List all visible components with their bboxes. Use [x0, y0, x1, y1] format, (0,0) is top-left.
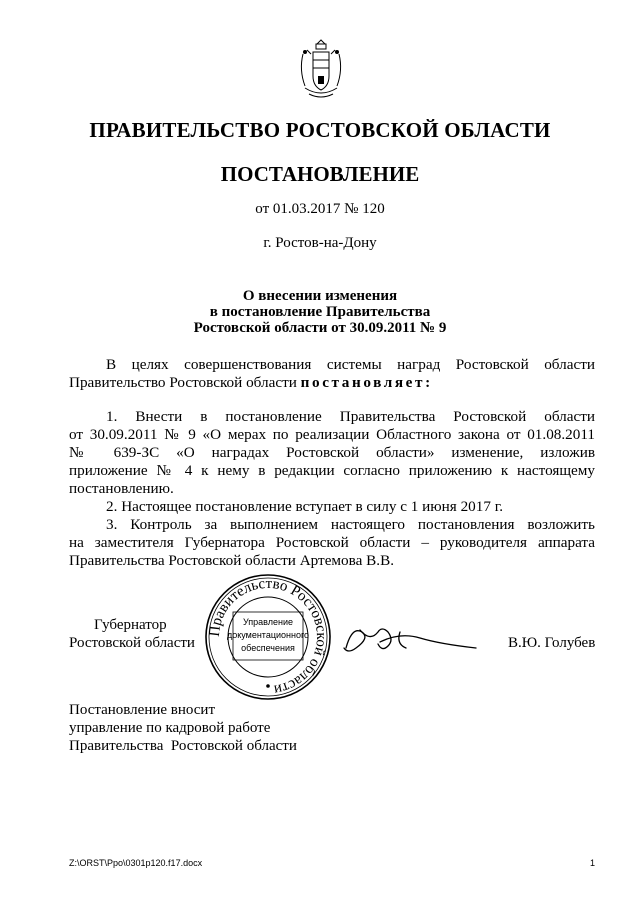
item1-line-2: от 30.09.2011 № 9 «О мерах по реализации Областного закона от 01.08.2011: [69, 426, 595, 443]
item1-line-1: 1. Внести в постановление Правительства Ростовской области: [106, 408, 595, 425]
submitted-by-line-1: Постановление вносит: [69, 702, 216, 718]
subject-line-2: в постановление Правительства: [209, 304, 431, 320]
signer-position-line-2: Ростовской области: [69, 635, 195, 651]
preamble-government: Правительство Ростовской области: [69, 374, 297, 391]
footer-file-path: Z:\ORST\Ppo\0301p120.f17.docx: [69, 858, 203, 868]
item3-line-2: на заместителя Губернатора Ростовской области – руководителя аппарата: [69, 534, 595, 551]
preamble-line-1: В целях совершенствования системы наград Ростовской области: [106, 356, 595, 373]
item3-line-3: Правительства Ростовской области Артемова В.В.: [69, 552, 395, 569]
signer-position-line-1: Губернатор: [94, 617, 167, 633]
org-title: ПРАВИТЕЛЬСТВО РОСТОВСКОЙ ОБЛАСТИ: [89, 118, 551, 142]
submitted-by-line-2: управление по кадровой работе: [69, 720, 271, 736]
signer-name: В.Ю. Голубев: [508, 635, 596, 651]
item1-line-4: приложение № 4 к нему в редакции согласно приложению к настоящему: [69, 462, 595, 479]
page-number: 1: [590, 858, 596, 868]
subject-line-3: Ростовской области от 30.09.2011 № 9: [193, 320, 447, 336]
item1-line-3: № 639-ЗС «О наградах Ростовской области» изменение, изложив: [69, 444, 595, 461]
preamble-resolves: постановляет:: [300, 374, 433, 391]
item1-line-5: постановлению.: [69, 480, 174, 497]
stamp-inner-line-1: Управление: [242, 617, 294, 627]
stamp-inner-line-3: обеспечения: [241, 643, 295, 653]
stamp-ring-text: Правительство Ростовской области: [206, 575, 330, 698]
submitted-by-line-3: Правительства Ростовской области: [69, 738, 297, 754]
official-stamp: [203, 572, 333, 702]
coat-of-arms-emblem: [297, 38, 345, 102]
preamble-line-2: [69, 374, 595, 392]
subject-line-1: О внесении изменения: [242, 288, 398, 304]
item2: 2. Настоящее постановление вступает в силу с 1 июня 2017 г.: [106, 498, 504, 515]
city: г. Ростов-на-Дону: [263, 235, 377, 251]
stamp-inner-line-2: документационного: [226, 630, 310, 640]
date-number: от 01.03.2017 № 120: [255, 201, 385, 217]
doc-type-title: ПОСТАНОВЛЕНИЕ: [220, 162, 420, 186]
handwritten-signature: [340, 620, 480, 666]
item3-line-1: 3. Контроль за выполнением настоящего постановления возложить: [106, 516, 595, 533]
